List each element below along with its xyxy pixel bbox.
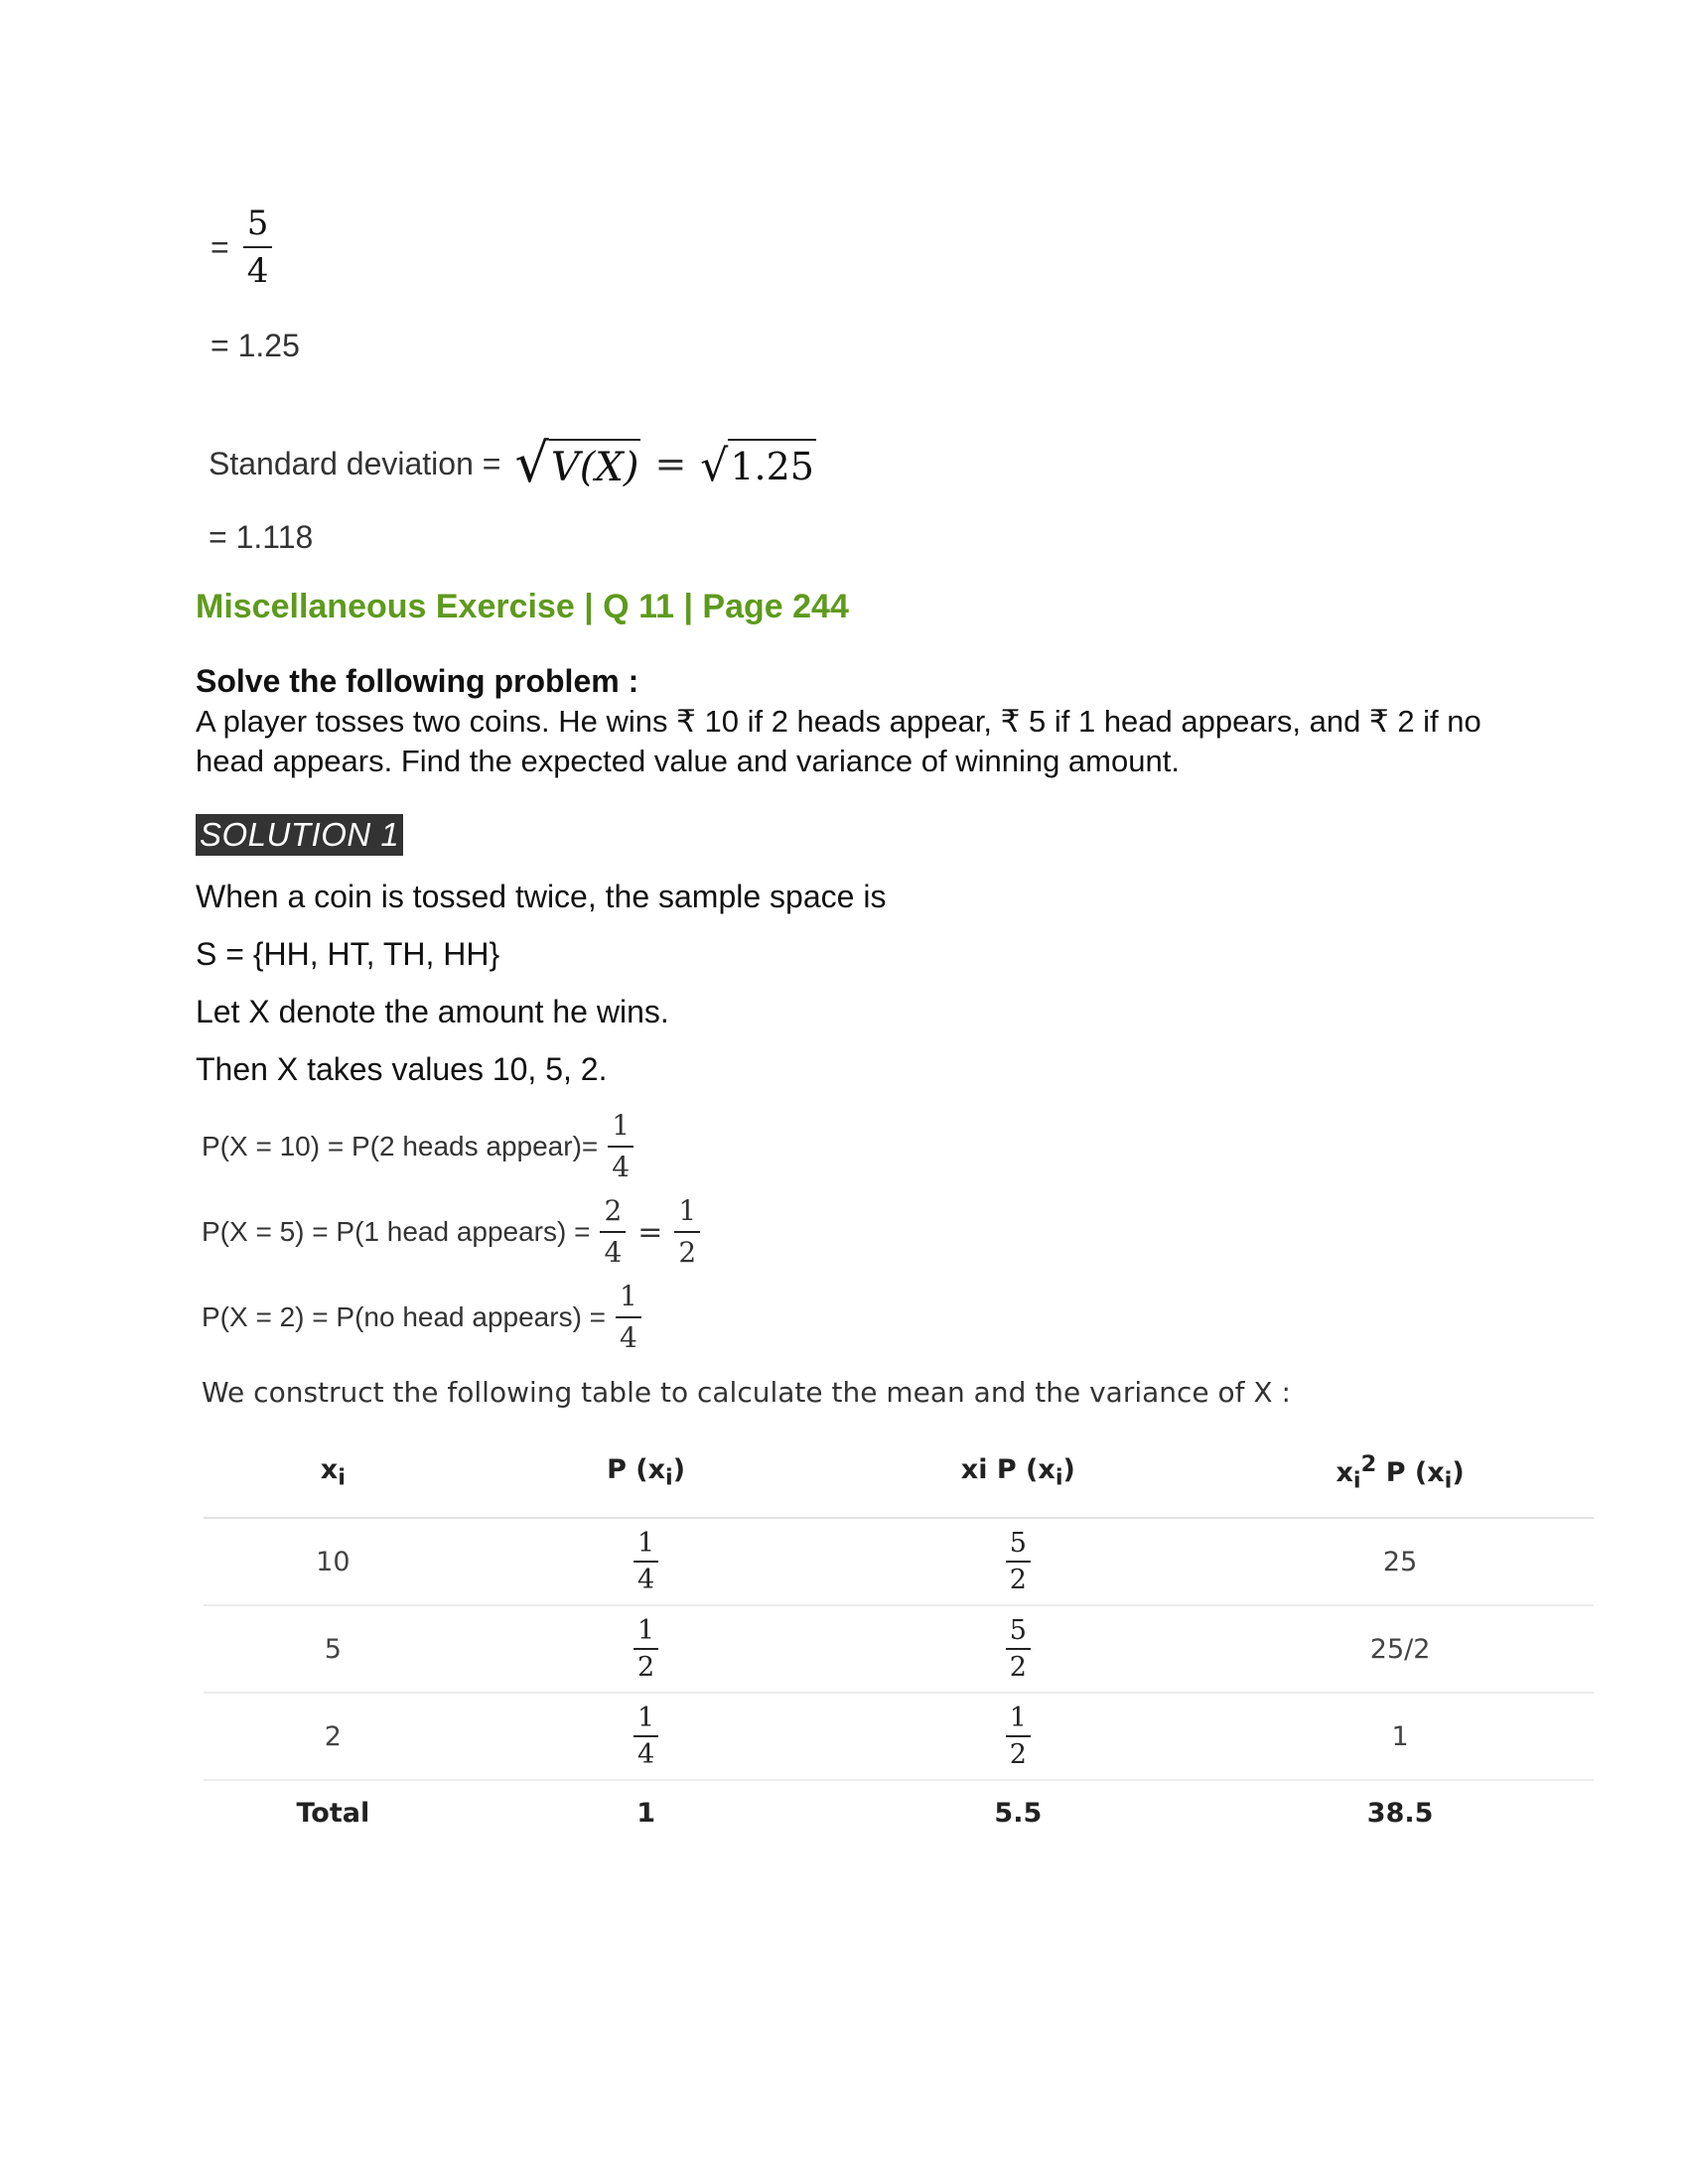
solution-line: Then X takes values 10, 5, 2. bbox=[196, 1051, 608, 1087]
fraction-numerator: 2 bbox=[604, 1194, 623, 1227]
total-x2p: 38.5 bbox=[1366, 1797, 1434, 1829]
header-subscript: i bbox=[338, 1464, 346, 1491]
header-superscript: 2 bbox=[1360, 1450, 1377, 1477]
header-text: P (x bbox=[1376, 1456, 1445, 1488]
variance-decimal: = 1.25 bbox=[211, 328, 300, 363]
cell-p bbox=[463, 1518, 830, 1605]
fraction-denominator: 4 bbox=[637, 1565, 655, 1595]
total-label: Total bbox=[296, 1797, 370, 1829]
fraction-denominator: 2 bbox=[678, 1236, 697, 1269]
problem-text: A player tosses two coins. He wins ₹ 10 if 2 heads appear, ₹ 5 if 1 head appears, and ₹ 2 if no head appears. Find the expected value and variance of winning amount. bbox=[196, 704, 1481, 778]
fraction-denominator: 2 bbox=[1009, 1652, 1027, 1683]
fraction-numerator: 1 bbox=[637, 1703, 655, 1733]
cell-x2p: 25/2 bbox=[1206, 1605, 1594, 1693]
header-text: ) bbox=[672, 1453, 686, 1485]
calculation-table-wrapper bbox=[204, 1428, 1594, 1844]
cell-p bbox=[463, 1693, 830, 1780]
cell-x: 5 bbox=[204, 1605, 463, 1693]
radical-sign-icon: √ bbox=[514, 432, 549, 494]
radicand-value: 1.25 bbox=[728, 439, 816, 488]
fraction-numerator: 1 bbox=[1009, 1703, 1027, 1733]
header-text: ) bbox=[1062, 1453, 1075, 1485]
equals-sign: = bbox=[637, 1214, 663, 1250]
section-heading: Miscellaneous Exercise | Q 11 | Page 244 bbox=[196, 588, 849, 625]
cell-p bbox=[463, 1605, 830, 1693]
std-dev-label: Standard deviation = bbox=[209, 445, 501, 481]
sqrt-value bbox=[700, 439, 816, 491]
problem-title: Solve the following problem : bbox=[196, 663, 639, 699]
cell-x: 2 bbox=[204, 1693, 463, 1780]
header-text: x bbox=[320, 1453, 339, 1485]
fraction-numerator: 1 bbox=[637, 1615, 655, 1646]
header-xi2pxi bbox=[1206, 1428, 1594, 1518]
cell-xp bbox=[829, 1693, 1206, 1780]
table-row bbox=[204, 1693, 1594, 1780]
cell-xp bbox=[829, 1605, 1206, 1693]
std-dev-result: = 1.118 bbox=[209, 519, 314, 555]
fraction-numerator: 5 bbox=[246, 204, 269, 243]
probability-line-2 bbox=[202, 1280, 641, 1354]
total-p: 1 bbox=[636, 1797, 655, 1829]
radical-sign-icon: √ bbox=[700, 441, 729, 491]
table-row bbox=[204, 1605, 1594, 1693]
fraction-denominator: 4 bbox=[246, 251, 269, 291]
fraction-numerator: 1 bbox=[678, 1194, 697, 1227]
radicand-vx: V(X) bbox=[549, 439, 641, 490]
fraction-numerator: 1 bbox=[612, 1109, 631, 1142]
sample-space-line: S = {HH, HT, TH, HH} bbox=[196, 936, 500, 972]
header-text: P (x bbox=[607, 1453, 666, 1485]
probability-line-5 bbox=[202, 1194, 700, 1269]
header-text: xi P (x bbox=[960, 1453, 1055, 1485]
probability-fraction bbox=[608, 1109, 633, 1183]
fraction-numerator: 1 bbox=[637, 1528, 655, 1559]
probability-fraction-simplified bbox=[674, 1194, 700, 1269]
table-header-row bbox=[204, 1428, 1594, 1518]
equals-sign: = bbox=[211, 228, 229, 265]
header-xi bbox=[204, 1428, 463, 1518]
equals-sign: = bbox=[654, 442, 687, 485]
fraction-denominator: 4 bbox=[637, 1739, 655, 1770]
cell-x2p: 1 bbox=[1206, 1693, 1594, 1780]
sqrt-vx bbox=[514, 432, 640, 494]
solution-line: Let X denote the amount he wins. bbox=[196, 994, 669, 1029]
probability-fraction bbox=[600, 1194, 626, 1269]
fraction-numerator: 5 bbox=[1009, 1615, 1027, 1646]
cell-x2p: 25 bbox=[1206, 1518, 1594, 1605]
probability-line-10 bbox=[202, 1109, 633, 1183]
table-intro: We construct the following table to calculate the mean and the variance of X : bbox=[202, 1376, 1291, 1409]
table-total-row bbox=[204, 1780, 1594, 1844]
fraction-numerator: 5 bbox=[1009, 1528, 1027, 1559]
cell-xp bbox=[829, 1518, 1206, 1605]
total-xp: 5.5 bbox=[994, 1797, 1043, 1829]
probability-text: P(X = 10) = P(2 heads appear)= bbox=[202, 1131, 599, 1161]
header-subscript: i bbox=[665, 1464, 673, 1491]
fraction-denominator: 2 bbox=[1009, 1565, 1027, 1595]
variance-fraction-line bbox=[211, 204, 272, 291]
std-dev-line bbox=[209, 432, 816, 494]
fraction-denominator: 2 bbox=[637, 1652, 655, 1683]
header-text: ) bbox=[1452, 1456, 1465, 1488]
fraction-denominator: 4 bbox=[604, 1236, 623, 1269]
calculation-table bbox=[204, 1428, 1594, 1844]
header-xipxi bbox=[829, 1428, 1206, 1518]
table-row bbox=[204, 1518, 1594, 1605]
header-pxi bbox=[463, 1428, 830, 1518]
probability-fraction bbox=[616, 1280, 641, 1354]
fraction-numerator: 1 bbox=[620, 1280, 637, 1312]
fraction-denominator: 4 bbox=[612, 1151, 631, 1183]
probability-text: P(X = 5) = P(1 head appears) = bbox=[202, 1216, 591, 1247]
fraction-denominator: 4 bbox=[620, 1321, 637, 1354]
header-subscript: i bbox=[1352, 1467, 1361, 1494]
header-subscript: i bbox=[1444, 1467, 1453, 1494]
solution-line: When a coin is tossed twice, the sample space is bbox=[196, 879, 887, 914]
header-subscript: i bbox=[1055, 1464, 1063, 1491]
cell-x: 10 bbox=[204, 1518, 463, 1605]
probability-text: P(X = 2) = P(no head appears) = bbox=[202, 1301, 607, 1332]
solution-badge: SOLUTION 1 bbox=[196, 814, 403, 856]
fraction-denominator: 2 bbox=[1009, 1739, 1027, 1770]
variance-fraction bbox=[243, 204, 273, 291]
header-text: x bbox=[1336, 1456, 1353, 1488]
